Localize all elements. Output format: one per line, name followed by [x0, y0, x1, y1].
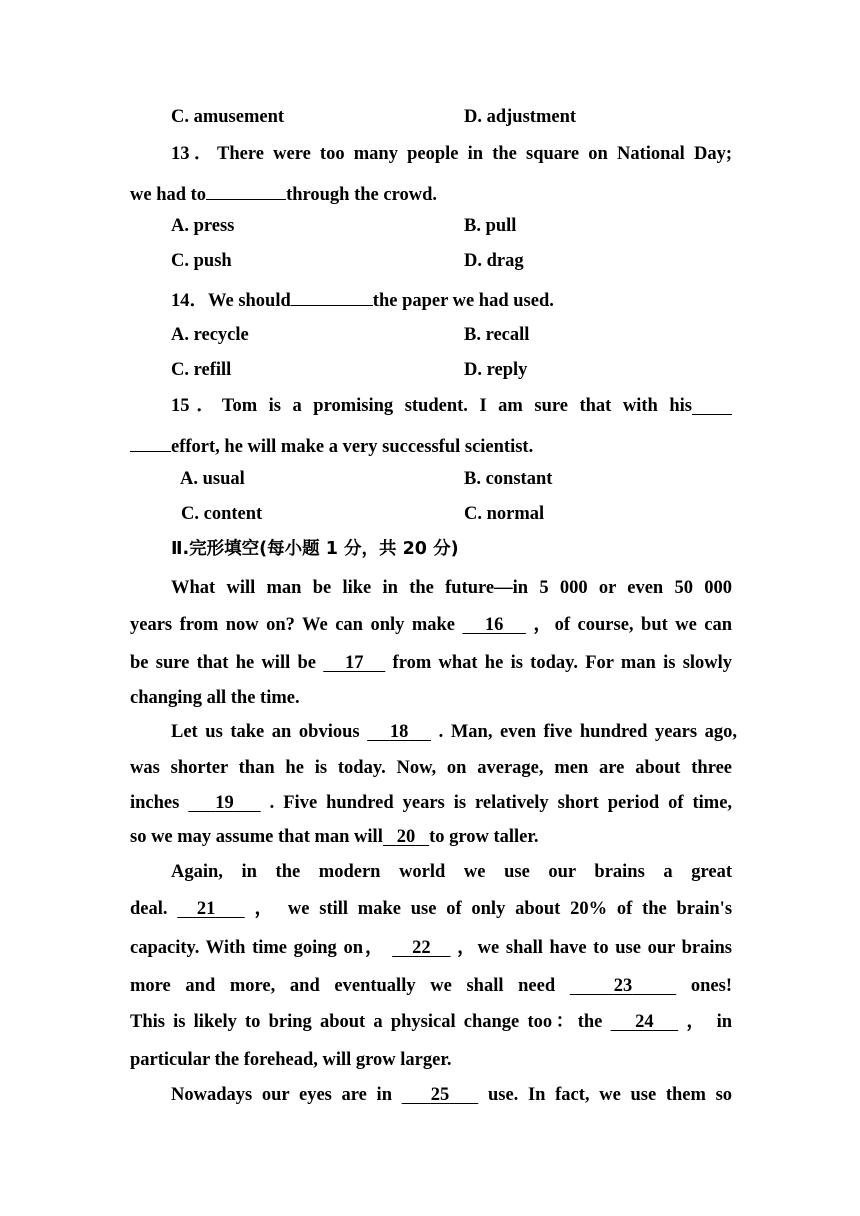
blank-number: 20	[396, 827, 416, 847]
option-14-c: C. refill	[171, 360, 232, 380]
blank-21	[177, 899, 244, 919]
passage-text: capacity. With time going on，	[130, 938, 386, 958]
passage-text: from what he is today. For man is slowly	[392, 653, 733, 673]
blank-24	[611, 1012, 679, 1032]
blank-number: 21	[196, 899, 216, 919]
passage-line	[130, 977, 732, 996]
option-15-b: B. constant	[464, 469, 553, 489]
question-13-line2	[130, 182, 732, 205]
answer-blank-15a	[692, 397, 732, 415]
passage-text: ，of course, but we can	[533, 615, 733, 635]
question-15-line2-text: effort, he will make a very successful scientist.	[171, 437, 534, 457]
blank-number: 16	[484, 615, 504, 635]
passage-text: ， we still make use of only about 20% of the brain's	[254, 899, 733, 919]
passage-text: . Man, even five hundred years ago,	[438, 722, 738, 742]
passage-line: changing all the time.	[130, 688, 300, 708]
option-14-b: B. recall	[464, 325, 530, 345]
question-14-pre: 14．We should	[171, 291, 291, 311]
option-14-d: D. reply	[464, 360, 528, 380]
blank-18	[367, 722, 431, 742]
blank-20	[383, 827, 429, 847]
option-13-b: B. pull	[464, 216, 517, 236]
passage-text: . Five hundred years is relatively short period of time,	[269, 793, 733, 813]
blank-number: 19	[215, 793, 234, 813]
passage-text: This is likely to bring about a physical change too：the	[130, 1012, 603, 1032]
option-13-a: A. press	[171, 216, 235, 236]
passage-text: ，we shall have to use our brains	[457, 938, 733, 958]
question-14-post: the paper we had used.	[372, 291, 554, 311]
passage-line: particular the forehead, will grow larger.	[130, 1050, 452, 1070]
passage-text: Let us take an obvious	[171, 722, 360, 742]
option-15-c: C. content	[181, 504, 263, 524]
passage-line	[130, 939, 732, 958]
blank-number: 23	[613, 976, 633, 996]
passage-text: ， in	[686, 1012, 733, 1032]
option-15-a: A. usual	[180, 469, 245, 489]
passage-text: ones!	[690, 976, 733, 996]
passage-text: be sure that he will be	[130, 653, 316, 673]
passage-text: years from now on? We can only make	[130, 615, 456, 635]
passage-text: more and more, and eventually we shall need	[130, 976, 556, 996]
question-13-pre: we had to	[130, 185, 207, 205]
answer-blank-14	[291, 288, 373, 306]
passage-line	[171, 1086, 732, 1105]
passage-line: was shorter than he is today. Now, on average, men are about three	[130, 758, 732, 778]
passage-line	[130, 654, 732, 673]
section-heading-cloze: Ⅱ.完形填空(每小题 1 分，共 20 分)	[171, 539, 459, 559]
passage-line	[130, 794, 732, 813]
blank-number: 22	[412, 938, 431, 958]
blank-number: 17	[345, 653, 364, 673]
question-13-post: through the crowd.	[286, 185, 437, 205]
passage-text: use. In fact, we use them so	[487, 1085, 733, 1105]
question-15-text	[171, 397, 732, 416]
option-12-d: D. adjustment	[464, 107, 577, 127]
blank-25	[402, 1085, 479, 1105]
answer-blank-15b	[130, 434, 171, 452]
passage-line	[130, 616, 732, 635]
passage-line: What will man be like in the future—in 5 000 or even 50 000	[171, 578, 732, 598]
option-15-d: C. normal	[464, 504, 545, 524]
option-13-d: D. drag	[464, 251, 524, 271]
question-15-line2	[130, 434, 732, 457]
passage-line	[130, 900, 732, 919]
passage-text: deal.	[130, 899, 168, 919]
passage-line: Again, in the modern world we use our brains a great	[171, 862, 732, 882]
blank-22	[392, 938, 450, 958]
blank-number: 18	[389, 722, 409, 742]
passage-text: Nowadays our eyes are in	[171, 1085, 392, 1105]
blank-23	[570, 976, 676, 996]
question-13-text: 13．There were too many people in the square on National Day;	[171, 144, 732, 164]
blank-16	[463, 615, 526, 635]
question-14-text	[171, 288, 732, 311]
passage-text: so we may assume that man will	[130, 827, 383, 847]
option-12-c: C. amusement	[171, 107, 285, 127]
passage-line	[130, 828, 732, 847]
option-14-a: A. recycle	[171, 325, 249, 345]
answer-blank-13	[206, 182, 286, 200]
blank-number: 24	[635, 1012, 654, 1032]
passage-text: to grow taller.	[429, 827, 539, 847]
blank-17	[323, 653, 385, 673]
blank-19	[188, 793, 260, 813]
blank-number: 25	[430, 1085, 450, 1105]
option-13-c: C. push	[171, 251, 232, 271]
passage-line	[171, 723, 737, 742]
passage-line	[130, 1013, 732, 1032]
question-15-line1: 15．Tom is a promising student. I am sure that with his	[171, 396, 692, 416]
passage-text: inches	[130, 793, 180, 813]
